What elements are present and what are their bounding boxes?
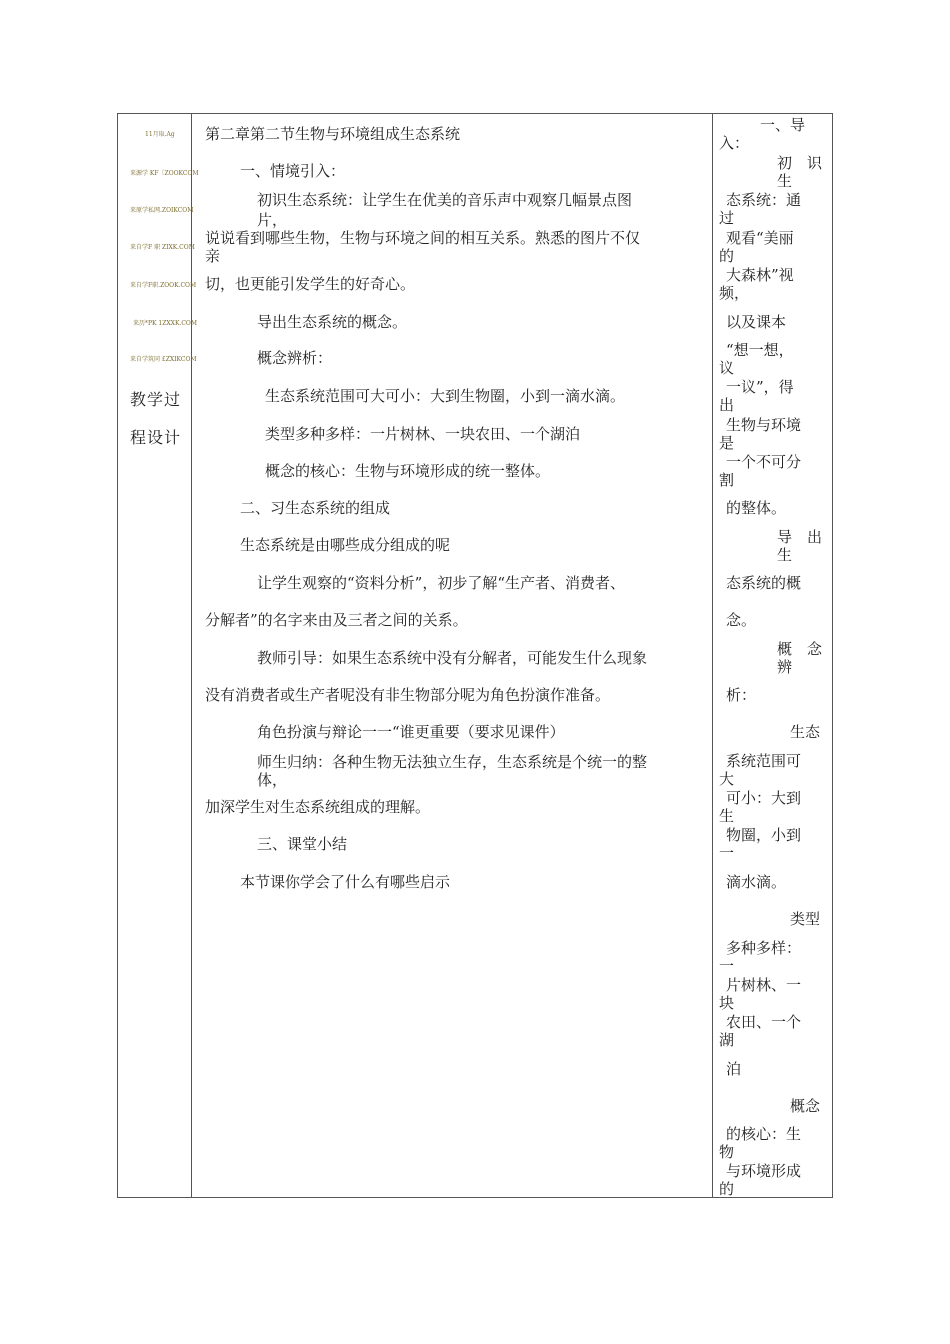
note-line: 概 念: [777, 640, 823, 658]
watermark: 来源学 KF〔ZOOKCOM: [130, 170, 199, 177]
note-line: 入：: [719, 134, 750, 152]
main-line: 概念的核心：生物与环境形成的统一整体。: [265, 462, 551, 480]
main-line: 生态系统范围可大可小：大到生物圈，小到一滴水滴。: [265, 387, 626, 405]
note-line: 析：: [726, 686, 757, 704]
main-line: 没有消费者或生产者呢没有非生物部分呢为角色扮演作准备。: [205, 686, 611, 704]
main-line: 切，也更能引发学生的好奇心。: [205, 275, 416, 293]
note-line: 块: [719, 994, 735, 1012]
note-line: 的整体。: [726, 499, 787, 517]
note-line: 出: [719, 396, 735, 414]
watermark: 11月取.Ag: [145, 131, 175, 138]
watermark: 来历*PK 1ZXXK.COM: [133, 320, 197, 327]
main-line: 生态系统是由哪些成分组成的呢: [240, 536, 451, 554]
main-line: 概念辨析：: [257, 349, 333, 367]
note-line: 生: [719, 807, 735, 825]
note-line: 态系统的概: [726, 574, 802, 592]
main-line: 师生归纳：各种生物无法独立生存，生态系统是个统一的整: [257, 753, 648, 771]
section-label: 教学过: [130, 390, 182, 409]
main-line: 片，: [257, 211, 288, 229]
note-line: 一议”，得: [726, 378, 794, 396]
note-line: 系统范围可: [726, 752, 802, 770]
note-line: 生态: [790, 723, 821, 741]
section-label: 程设计: [130, 428, 182, 447]
note-line: 类型: [790, 910, 821, 928]
note-line: 辨: [777, 658, 793, 676]
main-line: 类型多种多样：一片树林、一块农田、一个湖泊: [265, 425, 581, 443]
note-line: 概念: [790, 1097, 821, 1115]
watermark: 来自学F职.ZOOK.COM: [130, 282, 197, 289]
note-line: 与环境形成: [726, 1162, 802, 1180]
note-line: 观看“美丽: [726, 229, 794, 247]
note-line: 一: [719, 844, 735, 862]
main-line: 让学生观察的“资料分析”，初步了解“生产者、消费者、: [257, 574, 626, 592]
watermark: 来原学私网.ZOIKCOM: [130, 207, 194, 214]
main-line: 分解者”的名字来由及三者之间的关系。: [205, 611, 468, 629]
note-line: 以及课本: [726, 313, 787, 331]
main-line: 角色扮演与辩论一一“谁更重要（要求见课件）: [257, 723, 565, 741]
main-line: 初识生态系统：让学生在优美的音乐声中观察几幅景点图: [257, 191, 633, 209]
note-line: 初 识: [777, 154, 823, 172]
note-line: 念。: [726, 611, 757, 629]
main-line: 本节课你学会了什么有哪些启示: [240, 873, 451, 891]
note-line: 片树林、一: [726, 976, 802, 994]
note-line: 是: [719, 434, 735, 452]
note-line: 大: [719, 770, 735, 788]
main-line: 加深学生对生态系统组成的理解。: [205, 798, 431, 816]
note-line: 的: [719, 1180, 735, 1198]
note-line: 态系统：通: [726, 191, 802, 209]
note-line: 物: [719, 1143, 735, 1161]
note-line: 生: [777, 546, 793, 564]
note-line: 过: [719, 209, 735, 227]
column-divider-left: [191, 113, 192, 1198]
note-line: 频，: [719, 284, 750, 302]
column-divider-right: [712, 113, 713, 1198]
main-line: 说说看到哪些生物，生物与环境之间的相互关系。熟悉的图片不仅: [205, 229, 641, 247]
note-line: 农田、一个: [726, 1013, 802, 1031]
watermark: 来自学筑同 £ZXIKCOM: [130, 356, 197, 363]
note-line: 割: [719, 471, 735, 489]
note-line: 多种多样：: [726, 939, 802, 957]
note-line: 一、导: [760, 116, 806, 134]
main-line: 亲: [205, 247, 221, 265]
note-line: 的: [719, 247, 735, 265]
main-line: 二、习生态系统的组成: [240, 499, 391, 517]
note-line: 一: [719, 957, 735, 975]
main-line: 一、情境引入：: [240, 162, 346, 180]
main-line: 导出生态系统的概念。: [257, 313, 408, 331]
main-line: 教师引导：如果生态系统中没有分解者，可能发生什么现象: [257, 649, 648, 667]
main-line: 三、课堂小结: [257, 835, 348, 853]
note-line: 生物与环境: [726, 416, 802, 434]
note-line: 的核心：生: [726, 1125, 802, 1143]
main-line: 体，: [257, 771, 288, 789]
note-line: 滴水滴。: [726, 873, 787, 891]
note-line: 一个不可分: [726, 453, 802, 471]
note-line: 大森林”视: [726, 266, 794, 284]
watermark: 来自学F 职 ZIXK.COM: [130, 244, 195, 251]
note-line: 可小：大到: [726, 789, 802, 807]
note-line: 泊: [726, 1060, 742, 1078]
note-line: 导 出: [777, 528, 823, 546]
note-line: 议: [719, 359, 735, 377]
note-line: 湖: [719, 1031, 735, 1049]
lesson-title: 第二章第二节生物与环境组成生态系统: [205, 125, 461, 143]
note-line: “想一想，: [726, 341, 794, 359]
note-line: 物圈，小到: [726, 826, 802, 844]
note-line: 生: [777, 172, 793, 190]
